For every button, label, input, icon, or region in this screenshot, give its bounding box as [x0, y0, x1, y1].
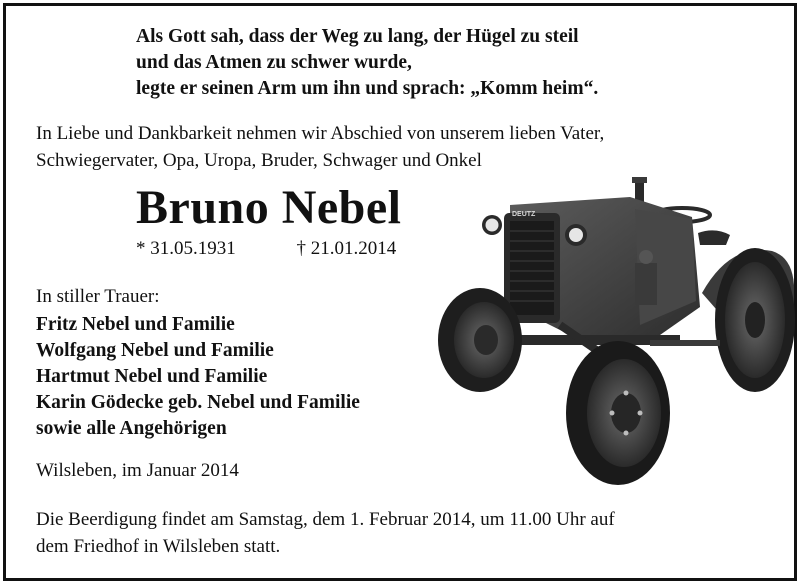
- life-dates: [136, 238, 396, 260]
- mourners-list: [36, 312, 360, 442]
- poem-verse: [136, 24, 598, 102]
- tractor-photo: [430, 175, 795, 493]
- poem-line: legte er seinen Arm um ihn und sprach: „Komm heim“.: [136, 78, 599, 99]
- death-date: † 21.01.2014: [296, 238, 397, 259]
- funeral-line: dem Friedhof in Wilsleben statt.: [36, 536, 281, 557]
- mourners-label: In stiller Trauer:: [36, 286, 160, 307]
- intro-line: Schwiegervater, Opa, Uropa, Bruder, Schwager und Onkel: [36, 150, 482, 171]
- mourner-entry: sowie alle Angehörigen: [36, 418, 227, 439]
- funeral-notice: [36, 506, 615, 560]
- poem-line: und das Atmen zu schwer wurde,: [136, 52, 412, 73]
- mourner-entry: Wolfgang Nebel und Familie: [36, 340, 274, 361]
- mourner-entry: Fritz Nebel und Familie: [36, 314, 235, 335]
- funeral-line: Die Beerdigung findet am Samstag, dem 1. Februar 2014, um 11.00 Uhr auf: [36, 509, 615, 530]
- deceased-name: Bruno Nebel: [136, 181, 402, 234]
- poem-line: Als Gott sah, dass der Weg zu lang, der Hügel zu steil: [136, 26, 579, 47]
- farewell-intro: [36, 120, 776, 174]
- brand-badge: DEUTZ: [512, 211, 536, 218]
- place-date: Wilsleben, im Januar 2014: [36, 460, 239, 481]
- mourner-entry: Karin Gödecke geb. Nebel und Familie: [36, 392, 360, 413]
- mourner-entry: Hartmut Nebel und Familie: [36, 366, 268, 387]
- birth-date: * 31.05.1931: [136, 238, 236, 259]
- intro-line: In Liebe und Dankbarkeit nehmen wir Abschied von unserem lieben Vater,: [36, 123, 605, 144]
